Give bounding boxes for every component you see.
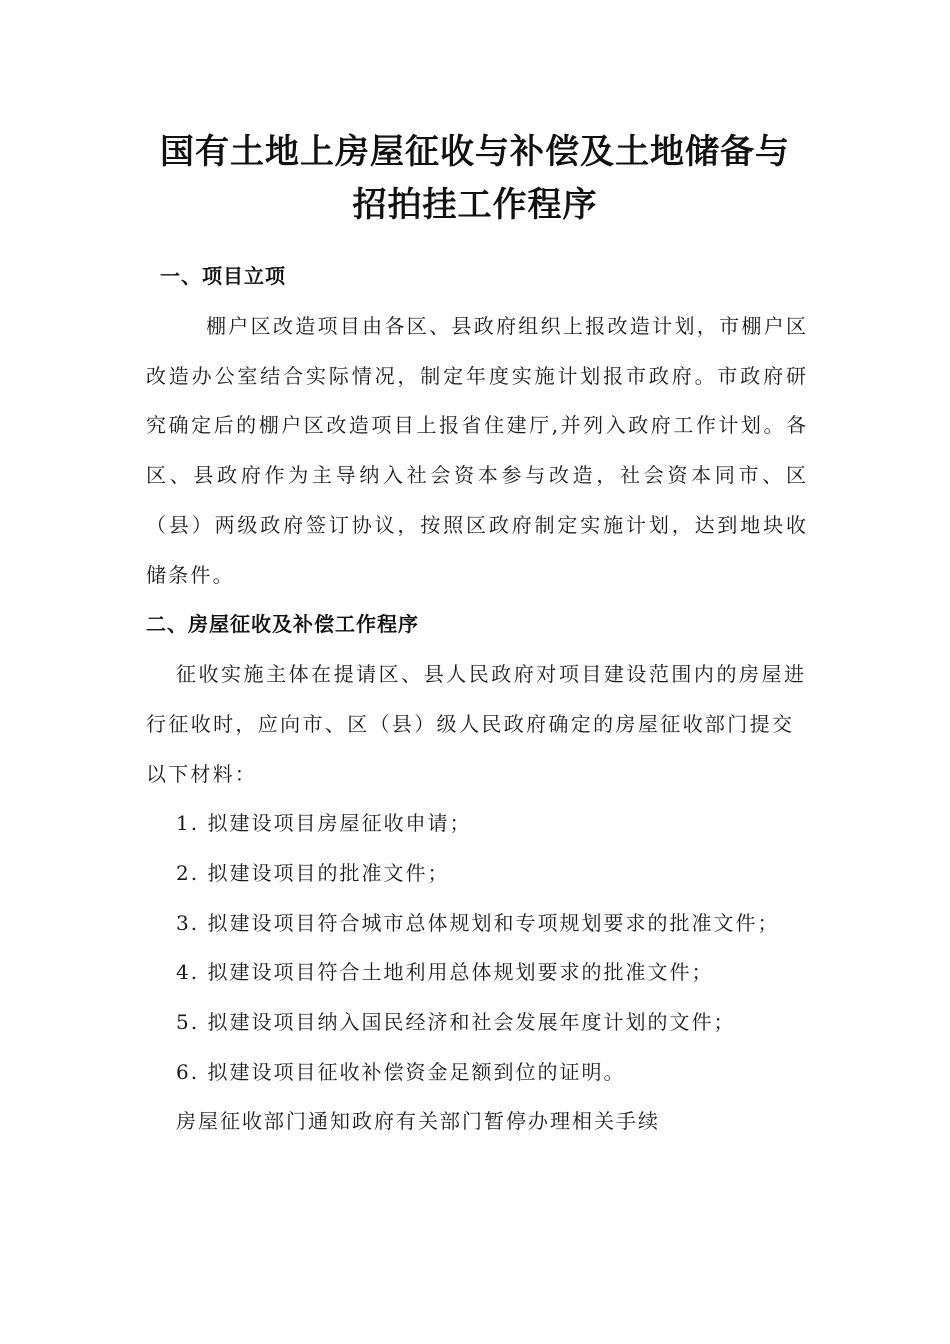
section-2-paragraph-line: 征收实施主体在提请区、县人民政府对项目建设范围内的房屋进 [176,662,804,686]
section-1-paragraph-line: 究确定后的棚户区改造项目上报省住建厅,并列入政府工作计划。各 [146,413,806,437]
section-1-heading: 一、项目立项 [160,264,286,288]
material-list-item: 5. 拟建设项目纳入国民经济和社会发展年度计划的文件； [176,1010,736,1034]
material-list-item: 2. 拟建设项目的批准文件； [176,861,450,885]
section-2-paragraph-line: 行征收时，应向市、区（县）级人民政府确定的房屋征收部门提交 [146,712,792,736]
section-1-paragraph-line: 区、县政府作为主导纳入社会资本参与改造，社会资本同市、区 [146,463,806,487]
material-list-item: 3. 拟建设项目符合城市总体规划和专项规划要求的批准文件； [176,911,780,935]
section-2-heading: 二、房屋征收及补偿工作程序 [146,612,419,636]
material-list-item: 1. 拟建设项目房屋征收申请； [176,811,472,835]
section-1-paragraph-line: 储条件。 [146,563,235,587]
closing-paragraph: 房屋征收部门通知政府有关部门暂停办理相关手续 [176,1109,660,1133]
section-1-paragraph-line: 棚户区改造项目由各区、县政府组织上报改造计划，市棚户区 [206,314,806,338]
section-1-paragraph-line: （县）两级政府签订协议，按照区政府制定实施计划，达到地块收 [146,513,806,537]
material-list-item: 6. 拟建设项目征收补偿资金足额到位的证明。 [176,1060,626,1084]
document-title-line-1: 国有土地上房屋征收与补偿及土地储备与 [160,132,790,172]
section-1-paragraph-line: 改造办公室结合实际情况，制定年度实施计划报市政府。市政府研 [146,364,806,388]
document-title-line-2: 招拍挂工作程序 [352,185,598,225]
material-list-item: 4. 拟建设项目符合土地利用总体规划要求的批准文件； [176,960,714,984]
section-2-paragraph-line: 以下材料： [146,762,257,786]
